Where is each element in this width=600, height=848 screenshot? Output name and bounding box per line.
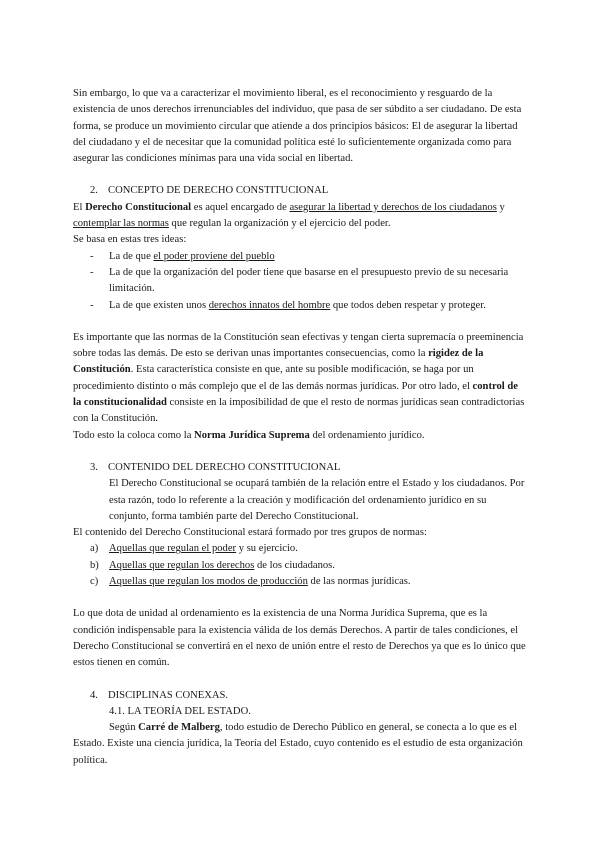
bullet-dash: - <box>90 250 94 262</box>
section-3-heading <box>73 460 528 476</box>
term-norma-suprema: Norma Jurídica Suprema <box>194 429 310 441</box>
list-item: a) Aquellas que regulan el poder y su ejercicio. <box>73 541 528 557</box>
section-2-number: 2. <box>90 185 98 197</box>
underlined-poder-pueblo: el poder proviene del pueblo <box>153 250 275 262</box>
malberg-paragraph: Según Carré de Malberg, todo estudio de Derecho Público en general, se conecta a lo que es el Estado. Existe una ciencia jurídica, la Teoría del Estado, cuyo contenido es el estudio de esta organización política. <box>73 722 523 766</box>
list-marker-b: b) <box>90 559 99 571</box>
bullet-dash: - <box>90 299 94 311</box>
section-4-title: DISCIPLINAS CONEXAS. <box>108 689 229 701</box>
section-3-number: 3. <box>90 461 98 473</box>
section-4-heading <box>73 688 528 704</box>
list-item: - La de que la organización del poder tiene que basarse en el presupuesto previo de su necesaria limitación. <box>90 266 509 295</box>
author-carre-de-malberg: Carré de Malberg <box>138 722 220 734</box>
term-control-constitucionalidad: control de la constitucionalidad <box>73 380 518 409</box>
underlined-derechos-innatos: derechos innatos del hombre <box>208 299 331 311</box>
underlined-regulan-poder: Aquellas que regulan el poder <box>109 543 237 555</box>
bullet-dash: - <box>90 266 94 278</box>
norm-groups-list <box>73 541 528 590</box>
definition-paragraph: El Derecho Constitucional es aquel encargado de asegurar la libertad y derechos de los ciudadanos y contemplar las normas que regulan la organización y el ejercicio del poder. <box>73 201 505 230</box>
list-item: - La de que existen unos derechos innatos del hombre que todos deben respetar y proteger. <box>73 298 528 314</box>
intro-paragraph: Sin embargo, lo que va a caracterizar el movimiento liberal, es el reconocimiento y resguardo de la existencia de unos derechos irrenunciables del individuo, que pasa de ser súbdito a ser ciudadano. De esta forma, se produce un movimiento circular que atiende a dos principios básicos: El de asegurar la libertad del ciudadano y el de necesitar que la comunidad política esté lo suficientemente organizada como para asegurar las condiciones mínimas para una vida social en libertad. <box>73 88 522 165</box>
list-item: b) Aquellas que regulan los derechos de los ciudadanos. <box>73 558 528 574</box>
underlined-regulan-derechos: Aquellas que regulan los derechos <box>109 559 255 571</box>
section-4-number: 4. <box>90 689 98 701</box>
unity-paragraph: Lo que dota de unidad al ordenamiento es la existencia de una Norma Jurídica Suprema, que es la condición indispensable para la existencia válida de los demás Derechos. A partir de tales condiciones, el Derecho Constitucional se convertirá en el nexo de unión entre el resto de Derechos ya que es lo único que estos tienen en común. <box>73 608 526 669</box>
ideas-list <box>73 249 528 314</box>
term-derecho-constitucional: Derecho Constitucional <box>85 201 192 213</box>
term-rigidez: rigidez de la Constitución <box>73 348 484 376</box>
ideas-intro: Se basa en estas tres ideas: <box>73 234 187 246</box>
supremacy-paragraph: Es importante que las normas de la Constitución sean efectivas y tengan cierta supremacía o preeminencia sobre todas las demás. De esto se derivan unas importantes consecuencias, como la rigidez de la Constitución. Esta característica consiste en que, ante su posible modificación, se haga por un procedimiento distinto o más complejo que el de las demás normas jurídicas. Por otro lado, el control de la constitucionalidad consiste en la imposibilidad de que el resto de normas jurídicas sean contradictorias con la Constitución. <box>73 331 525 425</box>
section-2-title: CONCEPTO DE DERECHO CONSTITUCIONAL <box>108 185 329 197</box>
list-item: c) Aquellas que regulan los modos de producción de las normas jurídicas. <box>73 574 528 590</box>
groups-intro: El contenido del Derecho Constitucional estará formado por tres grupos de normas: <box>73 527 427 539</box>
underlined-modos-produccion: Aquellas que regulan los modos de producción <box>109 576 308 588</box>
section-3-title: CONTENIDO DEL DERECHO CONSTITUCIONAL <box>108 461 341 473</box>
underlined-libertad-derechos: asegurar la libertad y derechos de los ciudadanos <box>289 201 497 213</box>
list-item: - La de que el poder proviene del pueblo <box>73 249 528 265</box>
list-marker-a: a) <box>90 543 99 555</box>
supreme-norm-line: Todo esto la coloca como la Norma Jurídica Suprema del ordenamiento jurídico. <box>73 429 425 441</box>
list-marker-c: c) <box>90 576 99 588</box>
subsection-4-1-title: 4.1. LA TEORÍA DEL ESTADO. <box>109 705 251 717</box>
document-page <box>73 86 528 769</box>
underlined-contemplar-normas: contemplar las normas <box>73 218 169 230</box>
section-3-indented-paragraph: El Derecho Constitucional se ocupará también de la relación entre el Estado y los ciudadanos. Por esta razón, todo lo referente a la creación y modificación del ordenamiento jurídico en su conjunto, forma también parte del Derecho Constitucional. <box>109 478 525 522</box>
section-2-heading <box>73 183 528 199</box>
